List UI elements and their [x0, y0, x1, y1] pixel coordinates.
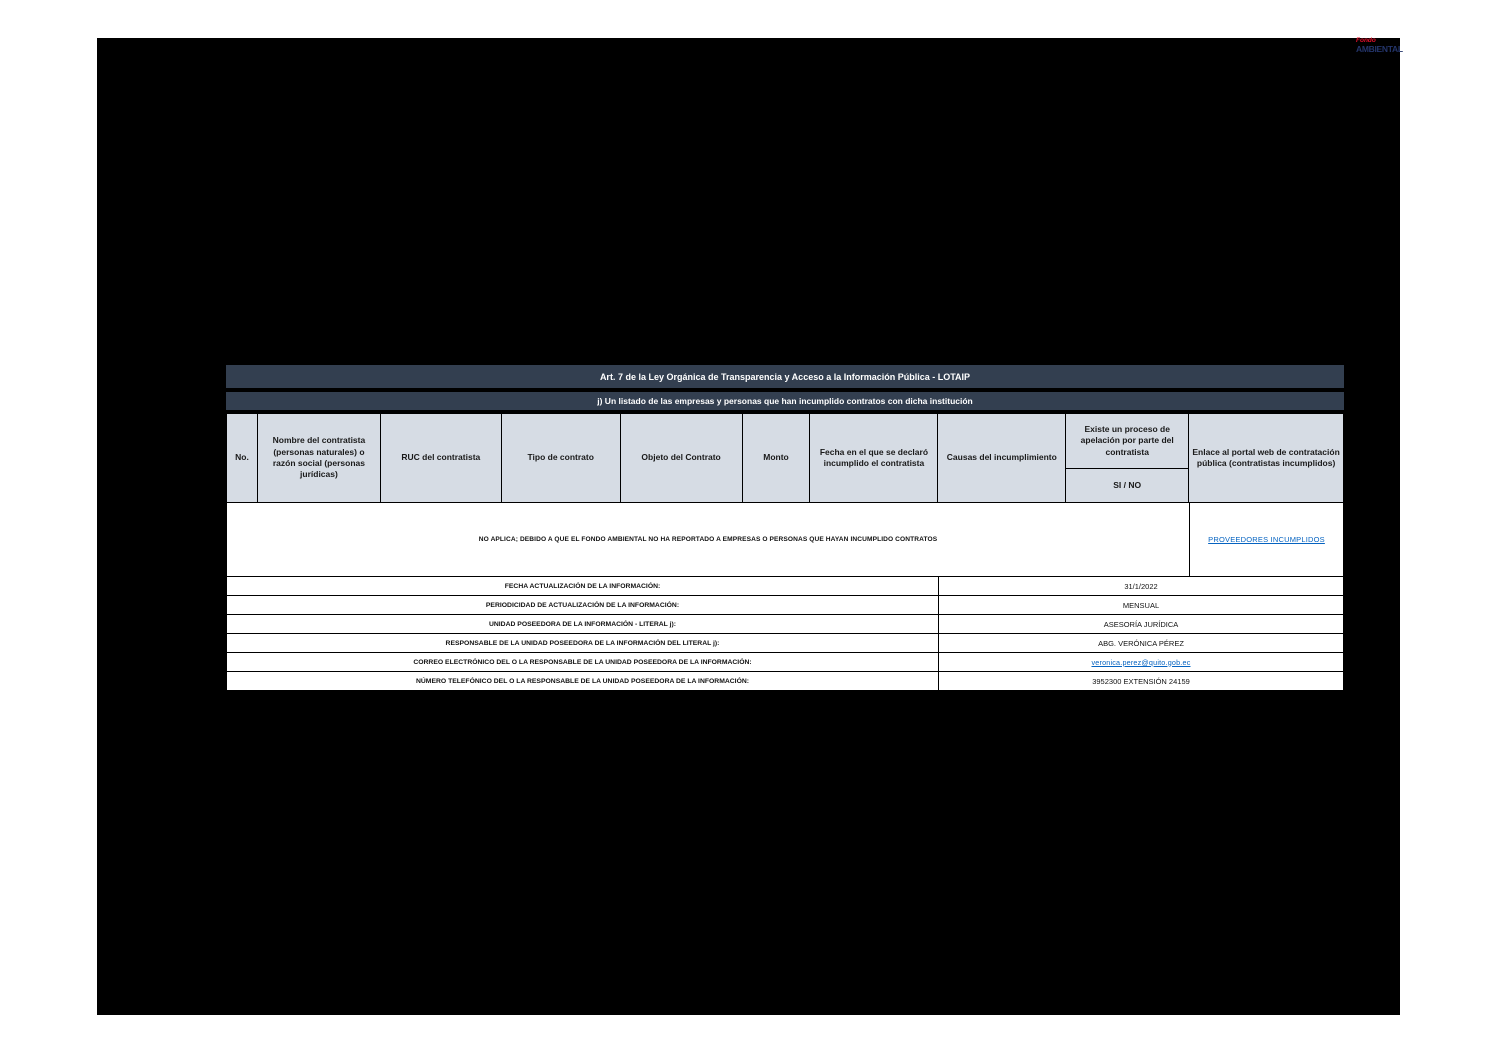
table-title-band: [226, 365, 1344, 388]
col-header-causas: Causas del incumplimiento: [938, 414, 1066, 502]
footer-row-responsable: [226, 634, 1344, 653]
proveedores-link-cell: [1190, 503, 1343, 576]
footer-value: 3952300 EXTENSIÓN 24159: [1092, 676, 1190, 686]
col-header-ruc: RUC del contratista: [381, 414, 502, 502]
table-subtitle: j) Un listado de las empresas y personas que han incumplido contratos con dicha institución: [597, 396, 973, 406]
table-title: Art. 7 de la Ley Orgánica de Transparencia y Acceso a la Información Pública - LOTAIP: [599, 371, 971, 382]
footer-value: ABG. VERÓNICA PÉREZ: [1098, 638, 1184, 648]
responsable-email-link[interactable]: veronica.perez@quito.gob.ec: [1091, 657, 1191, 667]
col-header-si-no: SI / NO: [1113, 479, 1142, 490]
col-header-nombre-contratista: Nombre del contratista (personas naturales) o razón social (personas jurídicas): [258, 414, 381, 502]
footer-row-fecha-actualizacion: [226, 577, 1344, 596]
footer-row-periodicidad: [226, 596, 1344, 615]
footer-label: CORREO ELECTRÓNICO DEL O LA RESPONSABLE DE LA UNIDAD POSEEDORA DE LA INFORMACIÓN:: [227, 653, 939, 671]
column-header-row: [226, 413, 1344, 503]
table-body-row: [226, 503, 1344, 577]
col-header-monto: Monto: [743, 414, 811, 502]
col-header-tipo-contrato: Tipo de contrato: [502, 414, 621, 502]
col-header-enlace-portal: Enlace al portal web de contratación pública (contratistas incumplidos): [1192, 446, 1340, 468]
col-header-proceso-apelacion: [1066, 414, 1189, 502]
col-header-objeto-contrato: Objeto del Contrato: [621, 414, 743, 502]
footer-row-numero-telefonico: [226, 672, 1344, 691]
col-header-no: No.: [227, 414, 258, 502]
footer-value: MENSUAL: [1122, 600, 1160, 610]
lotaip-table: [226, 365, 1344, 691]
proveedores-incumplidos-link[interactable]: PROVEEDORES INCUMPLIDOS: [1208, 535, 1325, 544]
footer-value-email-cell: [939, 653, 1343, 671]
no-aplica-notice: NO APLICA; DEBIDO A QUE EL FONDO AMBIENTAL NO HA REPORTADO A EMPRESAS O PERSONAS QUE HAYAN INCUMPLIDO CONTRATOS: [227, 503, 1190, 576]
footer-label: PERIODICIDAD DE ACTUALIZACIÓN DE LA INFORMACIÓN:: [227, 596, 939, 614]
footer-row-correo-electronico: [226, 653, 1344, 672]
footer-label: NÚMERO TELEFÓNICO DEL O LA RESPONSABLE DE LA UNIDAD POSEEDORA DE LA INFORMACIÓN:: [227, 672, 939, 690]
footer-value: ASESORÍA JURÍDICA: [1103, 619, 1179, 629]
table-subtitle-band: [226, 392, 1344, 410]
footer-label: RESPONSABLE DE LA UNIDAD POSEEDORA DE LA INFORMACIÓN DEL LITERAL j):: [227, 634, 939, 652]
fondo-ambiental-logo: [1356, 38, 1402, 53]
col-header-proceso-apelacion-title: Existe un proceso de apelación por parte del contratista: [1066, 414, 1188, 469]
logo-text-fondo: Fondo: [1356, 37, 1376, 44]
footer-value: 31/1/2022: [1124, 581, 1158, 591]
logo-text-ambiental: AMBIENTAL: [1356, 43, 1403, 54]
col-header-fecha-incumplido: Fecha en el que se declaró incumplido el contratista: [810, 414, 938, 502]
footer-label: FECHA ACTUALIZACIÓN DE LA INFORMACIÓN:: [227, 577, 939, 595]
footer-row-unidad-poseedora: [226, 615, 1344, 634]
footer-label: UNIDAD POSEEDORA DE LA INFORMACIÓN - LITERAL j):: [227, 615, 939, 633]
